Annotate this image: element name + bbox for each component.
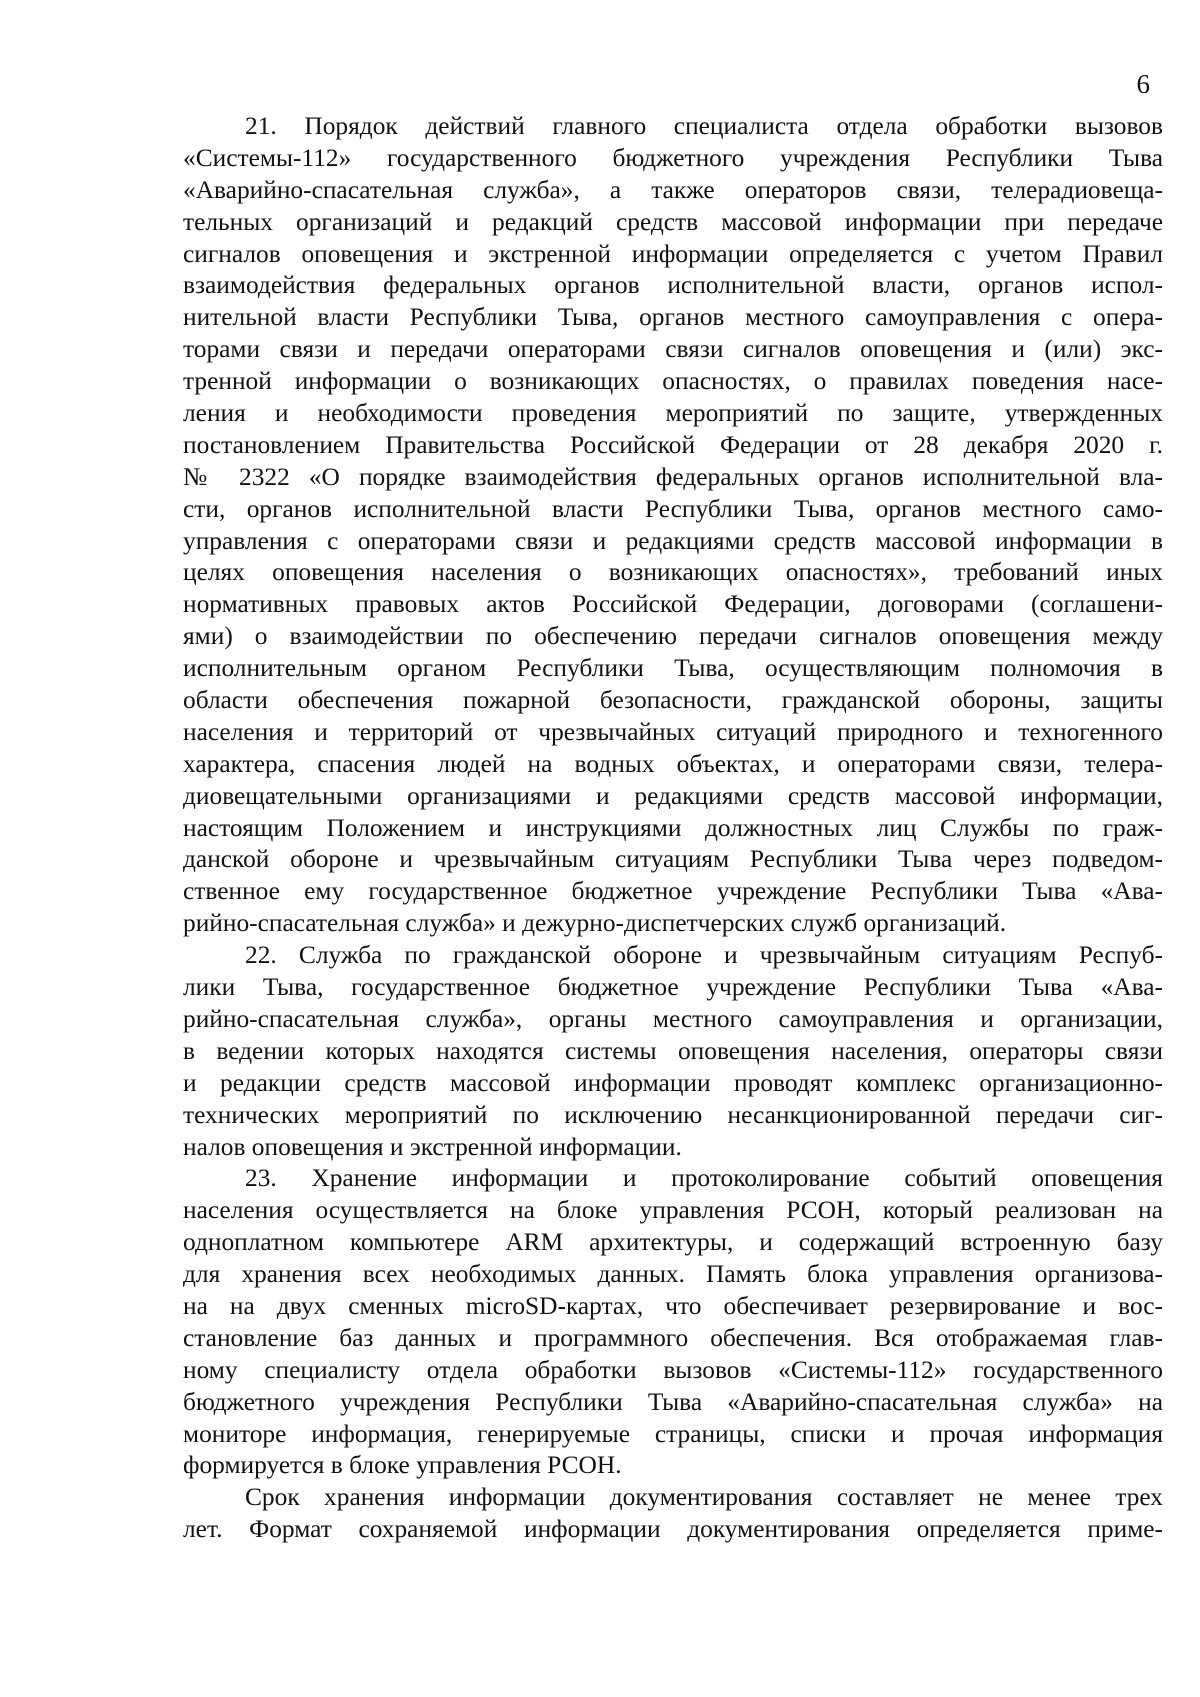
text-line: одноплатном компьютере ARM архитектуры, и содержащий встроенную базу: [183, 1228, 1163, 1257]
text-line: № 2322 «О порядке взаимодействия федеральных органов исполнительной вла-: [183, 462, 1163, 491]
text-line: «Системы-112» государственного бюджетного учреждения Республики Тыва: [183, 143, 1163, 172]
text-line: диовещательными организациями и редакциями средств массовой информации,: [183, 781, 1163, 810]
text-line: бюджетного учреждения Республики Тыва «Аварийно-спасательная служба» на: [183, 1387, 1163, 1416]
text-line: постановлением Правительства Российской Федерации от 28 декабря 2020 г.: [183, 430, 1163, 459]
page-number: 6: [1136, 69, 1150, 99]
document-body: [183, 111, 1163, 1546]
text-line: мониторе информация, генерируемые страницы, списки и прочая информация: [183, 1419, 1163, 1448]
text-line: нительной власти Республики Тыва, органов местного самоуправления с опера-: [183, 303, 1163, 332]
paragraph-first-line: 23. Хранение информации и протоколирование событий оповещения: [245, 1164, 1163, 1193]
text-line: в ведении которых находятся системы оповещения населения, операторы связи: [183, 1036, 1163, 1065]
text-line: характера, спасения людей на водных объектах, и операторами связи, телера-: [183, 749, 1163, 778]
text-line: исполнительным органом Республики Тыва, осуществляющим полномочия в: [183, 654, 1163, 683]
text-line: управления с операторами связи и редакциями средств массовой информации в: [183, 526, 1163, 555]
paragraph-first-line: 22. Служба по гражданской обороне и чрезвычайным ситуациям Респуб-: [245, 941, 1163, 970]
text-line: рийно-спасательная служба» и дежурно-диспетчерских служб организаций.: [183, 909, 1007, 938]
text-line: нормативных правовых актов Российской Федерации, договорами (соглашени-: [183, 590, 1163, 619]
text-line: и редакции средств массовой информации проводят комплекс организационно-: [183, 1068, 1163, 1097]
text-line: торами связи и передачи операторами связи сигналов оповещения и (или) экс-: [183, 335, 1163, 364]
text-line: для хранения всех необходимых данных. Память блока управления организова-: [183, 1260, 1163, 1289]
text-line: населения осуществляется на блоке управления РСОН, который реализован на: [183, 1196, 1163, 1225]
text-line: взаимодействия федеральных органов исполнительной власти, органов испол-: [183, 271, 1163, 300]
text-line: налов оповещения и экстренной информации.: [183, 1132, 682, 1161]
text-line: тренной информации о возникающих опасностях, о правилах поведения насе-: [183, 367, 1163, 396]
text-line: ственное ему государственное бюджетное учреждение Республики Тыва «Ава-: [183, 877, 1163, 906]
text-line: лики Тыва, государственное бюджетное учреждение Республики Тыва «Ава-: [183, 973, 1163, 1002]
text-line: целях оповещения населения о возникающих опасностях», требований иных: [183, 558, 1163, 587]
text-line: технических мероприятий по исключению несанкционированной передачи сиг-: [183, 1100, 1163, 1129]
text-line: данской обороне и чрезвычайным ситуациям Республики Тыва через подведом-: [183, 845, 1163, 874]
text-line: «Аварийно-спасательная служба», а также операторов связи, телерадиовеща-: [183, 175, 1163, 204]
text-line: лет. Формат сохраняемой информации документирования определяется приме-: [183, 1515, 1163, 1544]
text-line: населения и территорий от чрезвычайных ситуаций природного и техногенного: [183, 717, 1163, 746]
text-line: становление баз данных и программного обеспечения. Вся отображаемая глав-: [183, 1323, 1163, 1352]
text-line: тельных организаций и редакций средств массовой информации при передаче: [183, 207, 1163, 236]
text-line: ления и необходимости проведения мероприятий по защите, утвержденных: [183, 399, 1163, 428]
text-line: сти, органов исполнительной власти Республики Тыва, органов местного само-: [183, 494, 1163, 523]
text-line: формируется в блоке управления РСОН.: [183, 1451, 622, 1480]
text-line: сигналов оповещения и экстренной информации определяется с учетом Правил: [183, 239, 1163, 268]
text-line: области обеспечения пожарной безопасности, гражданской обороны, защиты: [183, 686, 1163, 715]
text-line: настоящим Положением и инструкциями должностных лиц Службы по граж-: [183, 813, 1163, 842]
paragraph-first-line: 21. Порядок действий главного специалиста отдела обработки вызовов: [245, 112, 1163, 140]
text-line: ному специалисту отдела обработки вызовов «Системы-112» государственного: [183, 1355, 1163, 1384]
text-line: на на двух сменных microSD-картах, что обеспечивает резервирование и вос-: [183, 1291, 1163, 1320]
text-line: ями) о взаимодействии по обеспечению передачи сигналов оповещения между: [183, 622, 1163, 651]
text-line: рийно-спасательная служба», органы местного самоуправления и организации,: [183, 1004, 1163, 1033]
paragraph-first-line: Срок хранения информации документирования составляет не менее трех: [245, 1483, 1163, 1512]
